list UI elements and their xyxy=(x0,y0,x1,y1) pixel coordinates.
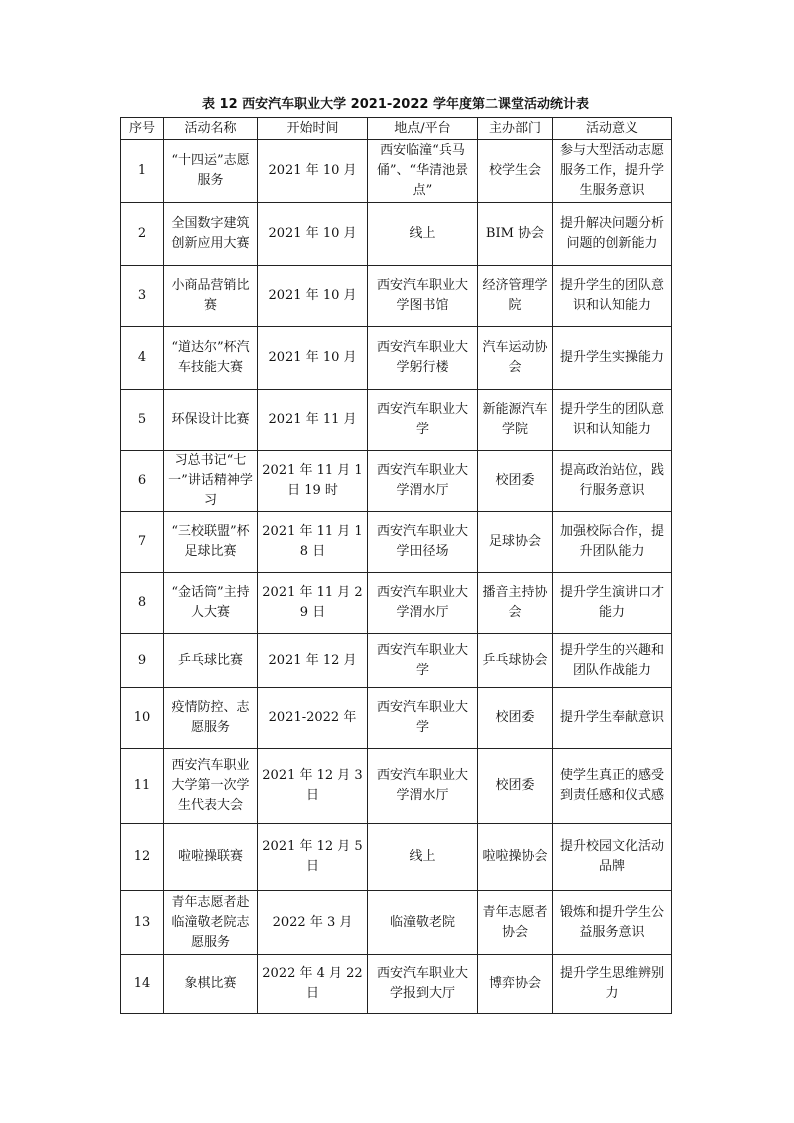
table-caption: 表 12 西安汽车职业大学 2021-2022 学年度第二课堂活动统计表 xyxy=(202,97,589,112)
cell-activity-name: 小商品营销比赛 xyxy=(164,266,258,327)
cell-significance: 提高政治站位，践行服务意识 xyxy=(553,451,672,512)
cell-significance: 提升学生演讲口才能力 xyxy=(553,573,672,634)
table-row xyxy=(121,891,672,955)
cell-organizer: 校学生会 xyxy=(478,140,553,203)
cell-activity-name: “三校联盟”杯足球比赛 xyxy=(164,512,258,573)
header-start-time: 开始时间 xyxy=(258,118,368,140)
cell-organizer: 博弈协会 xyxy=(478,955,553,1014)
cell-significance: 提升解决问题分析问题的创新能力 xyxy=(553,203,672,266)
cell-index: 13 xyxy=(121,891,164,955)
activity-table xyxy=(120,117,672,1014)
cell-organizer: 经济管理学院 xyxy=(478,266,553,327)
cell-start-time: 2022 年 4 月 22 日 xyxy=(258,955,368,1014)
cell-organizer: BIM 协会 xyxy=(478,203,553,266)
cell-location: 西安汽车职业大学渭水厅 xyxy=(368,451,478,512)
cell-organizer: 校团委 xyxy=(478,749,553,824)
cell-index: 3 xyxy=(121,266,164,327)
cell-start-time: 2021 年 10 月 xyxy=(258,266,368,327)
cell-start-time: 2021 年 11 月 1 日 19 时 xyxy=(258,451,368,512)
cell-organizer: 足球协会 xyxy=(478,512,553,573)
cell-index: 4 xyxy=(121,327,164,390)
cell-start-time: 2021 年 10 月 xyxy=(258,140,368,203)
cell-organizer: 青年志愿者协会 xyxy=(478,891,553,955)
header-location: 地点/平台 xyxy=(368,118,478,140)
cell-significance: 提升学生思维辨别力 xyxy=(553,955,672,1014)
cell-significance: 提升学生的团队意识和认知能力 xyxy=(553,266,672,327)
cell-location: 西安汽车职业大学 xyxy=(368,390,478,451)
cell-significance: 锻炼和提升学生公益服务意识 xyxy=(553,891,672,955)
cell-organizer: 乒乓球协会 xyxy=(478,634,553,688)
cell-significance: 提升学生的团队意识和认知能力 xyxy=(553,390,672,451)
cell-start-time: 2021 年 11 月 29 日 xyxy=(258,573,368,634)
cell-index: 10 xyxy=(121,688,164,749)
cell-start-time: 2021 年 12 月 5 日 xyxy=(258,824,368,891)
cell-location: 临潼敬老院 xyxy=(368,891,478,955)
cell-activity-name: 疫情防控、志愿服务 xyxy=(164,688,258,749)
cell-organizer: 新能源汽车学院 xyxy=(478,390,553,451)
table-row xyxy=(121,634,672,688)
cell-activity-name: “金话筒”主持人大赛 xyxy=(164,573,258,634)
cell-organizer: 汽车运动协会 xyxy=(478,327,553,390)
table-header-row xyxy=(121,118,672,140)
cell-start-time: 2021-2022 年 xyxy=(258,688,368,749)
table-row xyxy=(121,327,672,390)
cell-start-time: 2021 年 10 月 xyxy=(258,203,368,266)
header-index: 序号 xyxy=(121,118,164,140)
cell-index: 7 xyxy=(121,512,164,573)
cell-index: 5 xyxy=(121,390,164,451)
cell-organizer: 啦啦操协会 xyxy=(478,824,553,891)
cell-start-time: 2021 年 10 月 xyxy=(258,327,368,390)
cell-activity-name: 象棋比赛 xyxy=(164,955,258,1014)
cell-index: 2 xyxy=(121,203,164,266)
header-significance: 活动意义 xyxy=(553,118,672,140)
cell-index: 6 xyxy=(121,451,164,512)
cell-activity-name: 啦啦操联赛 xyxy=(164,824,258,891)
cell-index: 9 xyxy=(121,634,164,688)
cell-location: 西安临潼“兵马俑”、“华清池景点” xyxy=(368,140,478,203)
table-row xyxy=(121,749,672,824)
cell-significance: 提升学生实操能力 xyxy=(553,327,672,390)
cell-significance: 参与大型活动志愿服务工作，提升学生服务意识 xyxy=(553,140,672,203)
cell-activity-name: 环保设计比赛 xyxy=(164,390,258,451)
cell-activity-name: 青年志愿者赴临潼敬老院志愿服务 xyxy=(164,891,258,955)
cell-activity-name: “十四运”志愿服务 xyxy=(164,140,258,203)
cell-start-time: 2021 年 12 月 xyxy=(258,634,368,688)
table-row xyxy=(121,140,672,203)
cell-activity-name: “道达尔”杯汽车技能大赛 xyxy=(164,327,258,390)
cell-activity-name: 习总书记“七一”讲话精神学习 xyxy=(164,451,258,512)
cell-location: 线上 xyxy=(368,203,478,266)
table-row xyxy=(121,955,672,1014)
cell-start-time: 2021 年 11 月 xyxy=(258,390,368,451)
cell-organizer: 校团委 xyxy=(478,688,553,749)
cell-index: 1 xyxy=(121,140,164,203)
table-row xyxy=(121,266,672,327)
header-activity-name: 活动名称 xyxy=(164,118,258,140)
table-row xyxy=(121,390,672,451)
cell-significance: 加强校际合作，提升团队能力 xyxy=(553,512,672,573)
table-row xyxy=(121,451,672,512)
cell-index: 11 xyxy=(121,749,164,824)
cell-start-time: 2021 年 11 月 18 日 xyxy=(258,512,368,573)
header-organizer: 主办部门 xyxy=(478,118,553,140)
cell-significance: 提升校园文化活动品牌 xyxy=(553,824,672,891)
cell-organizer: 播音主持协会 xyxy=(478,573,553,634)
cell-index: 14 xyxy=(121,955,164,1014)
cell-start-time: 2022 年 3 月 xyxy=(258,891,368,955)
table-row xyxy=(121,688,672,749)
cell-location: 西安汽车职业大学渭水厅 xyxy=(368,573,478,634)
table-row xyxy=(121,573,672,634)
cell-significance: 使学生真正的感受到责任感和仪式感 xyxy=(553,749,672,824)
cell-location: 西安汽车职业大学图书馆 xyxy=(368,266,478,327)
cell-significance: 提升学生奉献意识 xyxy=(553,688,672,749)
cell-location: 西安汽车职业大学 xyxy=(368,634,478,688)
cell-start-time: 2021 年 12 月 3 日 xyxy=(258,749,368,824)
cell-location: 西安汽车职业大学 xyxy=(368,688,478,749)
cell-activity-name: 乒乓球比赛 xyxy=(164,634,258,688)
cell-index: 8 xyxy=(121,573,164,634)
cell-location: 西安汽车职业大学躬行楼 xyxy=(368,327,478,390)
cell-activity-name: 西安汽车职业大学第一次学生代表大会 xyxy=(164,749,258,824)
table-row xyxy=(121,824,672,891)
cell-location: 线上 xyxy=(368,824,478,891)
table-row xyxy=(121,512,672,573)
cell-location: 西安汽车职业大学田径场 xyxy=(368,512,478,573)
cell-activity-name: 全国数字建筑创新应用大赛 xyxy=(164,203,258,266)
cell-location: 西安汽车职业大学渭水厅 xyxy=(368,749,478,824)
cell-index: 12 xyxy=(121,824,164,891)
cell-location: 西安汽车职业大学报到大厅 xyxy=(368,955,478,1014)
cell-significance: 提升学生的兴趣和团队作战能力 xyxy=(553,634,672,688)
table-row xyxy=(121,203,672,266)
cell-organizer: 校团委 xyxy=(478,451,553,512)
